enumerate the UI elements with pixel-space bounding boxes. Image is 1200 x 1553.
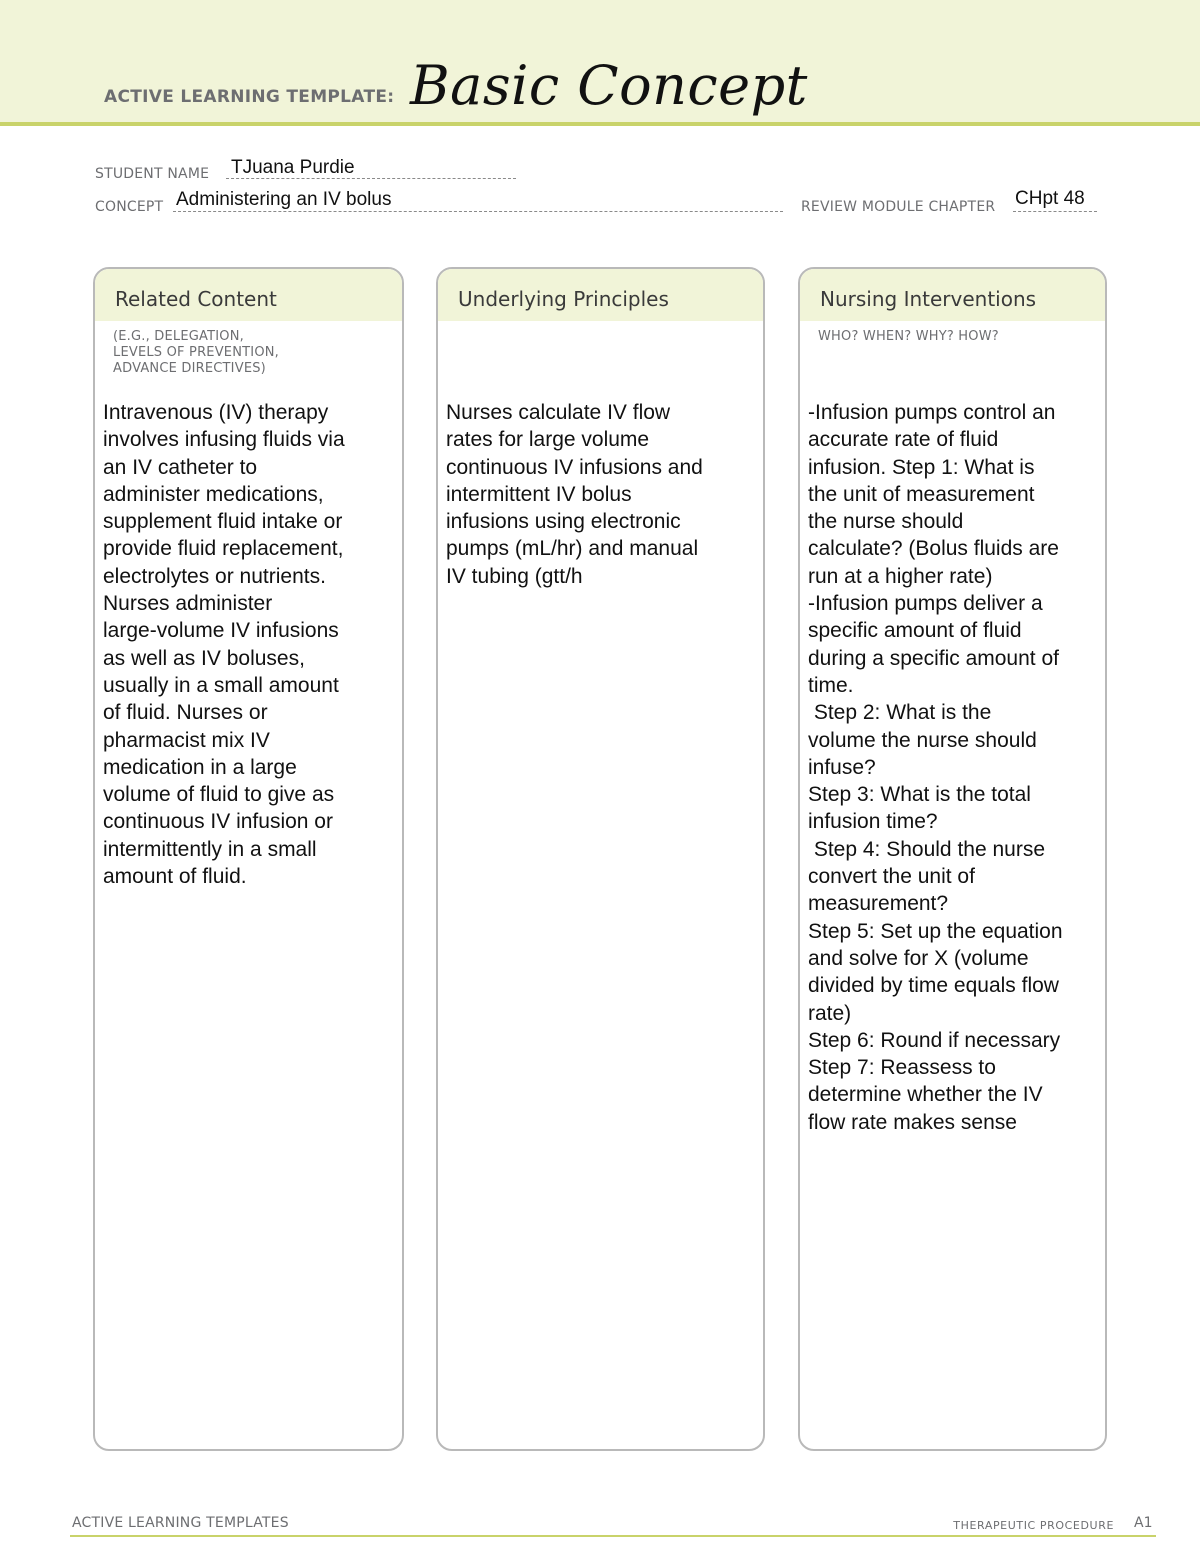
related-content-header: [95, 269, 402, 321]
footer-series-label: ACTIVE LEARNING TEMPLATES: [72, 1515, 289, 1531]
footer-rule: [70, 1535, 1156, 1537]
concept-line: [173, 211, 783, 212]
nursing-interventions-panel: [798, 267, 1107, 1451]
review-module-line: [1013, 211, 1097, 212]
underlying-principles-text[interactable]: Nurses calculate IV flow rates for large volume continuous IV infusions and intermittent IV bolus infusions using electronic pumps (mL/hr) and manual IV tubing (gtt/h: [446, 401, 703, 588]
footer-page-number: A1: [1134, 1515, 1153, 1531]
student-name-field[interactable]: TJuana Purdie: [231, 157, 355, 178]
template-label: ACTIVE LEARNING TEMPLATE:: [104, 87, 395, 107]
nursing-interventions-header: [800, 269, 1105, 321]
nursing-interventions-title: Nursing Interventions: [820, 287, 1037, 311]
student-name-label: STUDENT NAME: [95, 166, 210, 182]
related-content-panel: [93, 267, 404, 1451]
nursing-interventions-subtitle: WHO? WHEN? WHY? HOW?: [818, 329, 999, 344]
related-content-text[interactable]: Intravenous (IV) therapy involves infusing fluids via an IV catheter to administer medications, supplement fluid intake or provide fluid replacement, electrolytes or nutrients. Nurses administer large-volume IV infusions as well as IV boluses, usually in a small amount of fluid. Nurses or pharmacist mix IV medication in a large volume of fluid to give as continuous IV infusion or intermittently in a small amount of fluid.: [103, 401, 345, 889]
review-module-label: REVIEW MODULE CHAPTER: [801, 199, 996, 215]
underlying-principles-header: [438, 269, 763, 321]
related-content-subtitle: (E.G., DELEGATION, LEVELS OF PREVENTION, ADVANCE DIRECTIVES): [113, 329, 280, 376]
underlying-principles-title: Underlying Principles: [458, 287, 669, 311]
review-module-field[interactable]: CHpt 48: [1015, 188, 1085, 209]
footer-category-label: THERAPEUTIC PROCEDURE: [953, 1519, 1114, 1532]
header-rule: [0, 122, 1200, 126]
template-title: Basic Concept: [410, 54, 808, 117]
underlying-principles-panel: [436, 267, 765, 1451]
concept-field[interactable]: Administering an IV bolus: [176, 189, 392, 210]
related-content-title: Related Content: [115, 287, 277, 311]
concept-label: CONCEPT: [95, 199, 164, 215]
nursing-interventions-text[interactable]: -Infusion pumps control an accurate rate of fluid infusion. Step 1: What is the unit of measurement the nurse should calculate? (Bolus fluids are run at a higher rate) -Infusion pumps deliver a specific amount of fluid during a specific amount of time. Step 2: What is the volume the nurse should infuse? Step 3: What is the total infusion time? Step 4: Should the nurse convert the unit of measurement? Step 5: Set up the equation and solve for X (volume divided by time equals flow rate) Step 6: Round if necessary Step 7: Reassess to determine whether the IV flow rate makes sense: [808, 401, 1063, 1134]
